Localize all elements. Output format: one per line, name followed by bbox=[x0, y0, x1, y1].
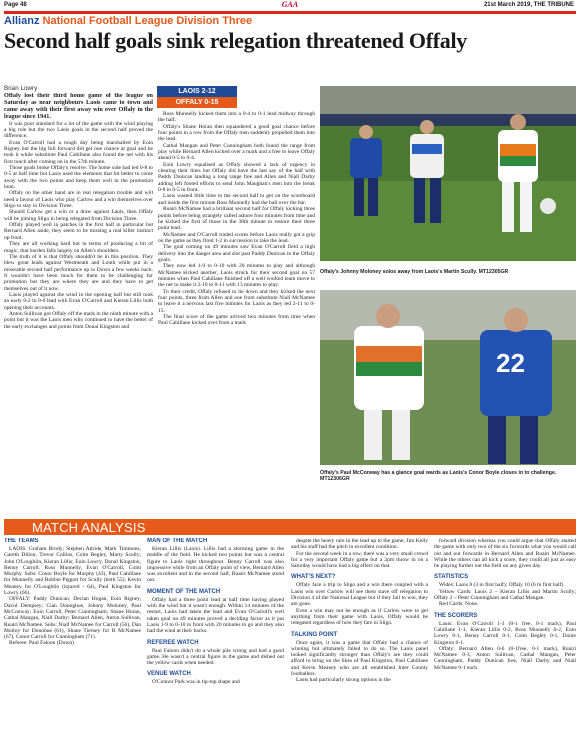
article-paragraph: Offaly's Shane Horan then squandered a good goal chance before four points in a row from the Offaly men suddenly propelled them into the lead. bbox=[158, 123, 315, 143]
analysis-subhead: MAN OF THE MATCH bbox=[147, 538, 208, 544]
byline: Brian Lowry bbox=[4, 85, 38, 92]
article-paragraph: Offaly played well in patches in the first half in particular but Bernard Allen aside, they seem to be missing a real killer instinct up front. bbox=[4, 222, 153, 241]
analysis-column-4 bbox=[434, 538, 576, 734]
article-paragraph: The goal coming on 49 minutes saw Evan O'Carroll field a high delivery into the danger area and slot past Paddy Dunican in the Offaly goals. bbox=[158, 244, 315, 263]
article-paragraph: Should Carlow get a win or a draw against Laois, then Offaly will be joining Sligo in being relegated from Division Three. bbox=[4, 209, 153, 222]
article-paragraph: They now led 1-9 to 0-10 with 20 minutes to play and although McNamee kicked another, Laois struck for their second goal on 57 minutes when Paul Cahillane finished off a well worked team move to the net to make it 2-10 to 0-11 with 13 minutes to play. bbox=[158, 263, 315, 289]
score-laois: LAOIS 2-12 bbox=[157, 86, 237, 97]
kicker-sponsor: Allianz bbox=[4, 15, 40, 27]
analysis-paragraph: Offaly had a three point lead at half time having played with the wind but it wasn't enough. Within 14 minutes of the restart, Laois had taken the lead and Evan O'Carroll's well taken goal on 49 minutes proved a deciding factor as it put Laois 1-9 to 0-10 in front with 20 minutes to go and they also had the wind at their backs. bbox=[147, 596, 284, 635]
analysis-subhead: TALKING POINT bbox=[291, 631, 338, 638]
article-paragraph: It was poor standard for a lot of the game with the wind playing a big role but the two Laois goals in the second half proved the difference. bbox=[4, 120, 153, 140]
analysis-subhead: THE TEAMS bbox=[4, 538, 39, 544]
article-paragraph: Offaly on the other hand are in real relegation trouble and will need a favour of Laois who play Carlow and a win themselves over Sligo to stay in Division Three. bbox=[4, 190, 153, 210]
article-paragraph: The final score of the game arrived two minutes from time when Paul Cahillane kicked over from a mark bbox=[158, 314, 315, 327]
svg-text:22: 22 bbox=[496, 348, 525, 378]
kicker bbox=[4, 15, 252, 27]
article-paragraph: McNamee and O'Carroll traded scores before Laois really got a grip on the game as they fired 1-2 in succession to take the lead. bbox=[158, 231, 315, 244]
analysis-paragraph: Offaly face a trip to Sligo and a win there coupled with a Laois win over Carlow will see them stave off relegation to Division 4 of the National League but if they fail to win, they are gone. bbox=[291, 582, 428, 608]
page-number: Page 48 bbox=[4, 2, 27, 8]
analysis-paragraph: despite the heavy rain in the lead up to the game, Jim Kelly and his staff had the pitch in excellent condition. bbox=[291, 538, 428, 551]
article-paragraph: To their credit, Offaly refused to lie down and they kicked the next four points, three from Allen and one from substitute Niall McNamee to leave it a nervous last five minutes for Laois as they led 2-11 to 0-15. bbox=[158, 288, 315, 314]
analysis-column-1 bbox=[4, 538, 141, 734]
analysis-column-3 bbox=[291, 538, 428, 734]
article-column-2 bbox=[158, 111, 315, 516]
analysis-paragraph: Laois had particularly strong options in the bbox=[296, 677, 391, 684]
match-analysis-bar bbox=[4, 519, 576, 535]
article-paragraph: Evan O'Carroll had a tough day being marshalled by Eoin Rigney but the big full forward did get one chance at goal and he took it while substitute Paul Cahillane also found the net with his first touch after coming on in the 57th minute. bbox=[4, 139, 153, 165]
score-box bbox=[157, 86, 237, 108]
article-paragraph: Offaly lost their third home game of the league on Saturday as near neighbours Laois came to town and came away with their first away win over Offaly in the league since 1941. bbox=[4, 93, 153, 120]
analysis-paragraph: Once again, it was a game that Offaly had a chance of winning but ultimately failed to do so. The Laois panel looked significantly stronger than Offaly's are they could afford to bring on the likes of Paul Kingston, Paul Cahillane and Kevin Meaney who are all established Inter County footballers. bbox=[291, 639, 428, 678]
header-rule bbox=[4, 11, 576, 14]
analysis-paragraph: Even a win may not be enough as if Carlow were to get anything from their game with Laois, Offaly would be relegated regardless of how they fare in Sligo. bbox=[291, 607, 428, 627]
score-offaly: OFFALY 0-15 bbox=[157, 97, 237, 108]
analysis-paragraph: For the second week in a row, there was a very small crowd for a very important Offaly game but a 2pm throw in on a Saturday would have had a big effect on that. bbox=[291, 550, 428, 570]
headline: Second half goals sink relegation threatened Offaly bbox=[4, 28, 468, 53]
analysis-paragraph: Yellow Cards: Laois 2 – Kieran Lillis and Martin Scully; Offaly 2 – Peter Cunningham and Cathal Mangan. bbox=[434, 588, 576, 602]
article-paragraph: The truth of it is that Offaly shouldn't be in this position. They blew great leads against Westmeath and Louth while put in a miserable second half performance up in Down a few weeks back. It wouldn't have been much for them to be challenging for promotion but they are where they are and they have to get themselves out of it now. bbox=[4, 253, 153, 292]
analysis-subhead: WHAT'S NEXT? bbox=[291, 574, 336, 581]
analysis-paragraph: Laois: Evan O'Carroll 1-3 (0-1 free, 0-1 mark), Paul Cahillane 1-1, Kieran Lillis 0-2, Ross Munnelly 0-2, Eoin Lowry 0-1, Benny Carroll 0-1, Colm Begley 0-1, Donie Kingston 0-1. bbox=[434, 620, 576, 646]
article-paragraph: Ross Munnelly kicked them into a 0-4 to 0-1 lead midway through the half. bbox=[158, 111, 315, 124]
photo-2 bbox=[320, 290, 576, 465]
analysis-paragraph: OFFALY: Paddy Dunican; Declan Hogan, Eoin Rigney, David Dempsey; Cian Donoghue, Johnny Moloney, Paul McConway; Eoin Carroll, Peter Cunningham; Shane Horan, Cathal Mangan, Niall Darby; Bernard Allen, Anton Sullivan, Ruairi McNamee. Subs: Niall McNamee for Carroll (56), Dan Molloy for Donohue (61), Shane Tierney for R McNamee (67), Conor Carroll for Cunningham (71). bbox=[4, 596, 141, 641]
article-paragraph: Cathal Mangan and Peter Cunningham both found the range from play while Bernard Allen kicked over a mark and a free to leave Offaly ahead 0-5 to 0-4. bbox=[158, 142, 315, 162]
kicker-competition: National Football League Division Three bbox=[42, 15, 253, 27]
article-paragraph: Laois wasted little time in the second half to get on the scoreboard and inside the first minute Ross Munnelly had the ball over the bar. bbox=[158, 193, 315, 206]
photo-1-caption: Offaly's Johnny Moloney solos away from Laois's Martin Scully. MT12305GR bbox=[320, 269, 509, 275]
issue-date: 21st March 2019, THE TRIBUNE bbox=[483, 2, 574, 8]
analysis-paragraph: Referee: Paul Faloon (Down) bbox=[9, 640, 74, 647]
match-analysis-title: MATCH ANALYSIS bbox=[32, 520, 146, 535]
analysis-paragraph: Paul Faloon didn't do a whole pile wrong and had a good game. He wasn't a central figure in the game and dished out the yellow cards when needed. bbox=[147, 647, 284, 667]
article-paragraph: Eoin Lowry equalised as Offaly showed a lack of urgency in clearing their lines but Offaly did have the last say of the half with Paddy Dunican landing a long range free and Allen and Niall Darby adding left footed efforts to send John Maughan's men into the break 0-8 to 0-5 in front. bbox=[158, 161, 315, 194]
analysis-subhead: THE SCORERS bbox=[434, 612, 478, 619]
section-label: GAA bbox=[281, 0, 299, 9]
article-paragraph: Ruairi McNamee had a brilliant second half for Offaly kicking three points before being strangely called ashore four minutes from time and he kicked the first of those in the 38th minute to restore their three point lead. bbox=[158, 206, 315, 232]
analysis-paragraph: forward division whereas you could argue that Offaly started the game with only two of the six forwards what you would call out and out forwards in Bernard Allen and Ruairi McNamee. While the others can all kick a score, they could all just as easy be playing further out the field on any given day. bbox=[434, 538, 576, 570]
analysis-paragraph: Red Cards: None. bbox=[439, 601, 479, 608]
article-paragraph: They are all working hard but in terms of producing a bit of magic, that burden falls largely on Allen's shoulders. bbox=[4, 241, 153, 254]
analysis-subhead: REFEREE WATCH bbox=[147, 639, 199, 646]
article-column-1 bbox=[4, 93, 153, 516]
analysis-subhead: MOMENT OF THE MATCH bbox=[147, 588, 221, 595]
article-paragraph: Those goals broke Offaly's resolve. The home side had led 0-8 to 0-5 at half time but Laois used the elements that bit better to come away with the two points and keep them well in the promotion hunt. bbox=[4, 165, 153, 191]
photo-moloney bbox=[320, 86, 576, 261]
photo-1 bbox=[320, 86, 576, 261]
analysis-subhead: STATISTICS bbox=[434, 574, 469, 581]
analysis-column-2 bbox=[147, 538, 284, 734]
analysis-paragraph: Kieran Lillis (Laois). Lillis had a storming game in the middle of the field. He kicked two points but was a central figure to Laois right throughout. Benny Carroll was also impressive while from an Offaly point of view, Bernard Allen was excellent and in the second half, Ruairi McNamee stood out. bbox=[147, 546, 284, 584]
article-paragraph: Anton Sullivan got Offaly off the mark in the ninth minute with a point but it was the Laois men who continued to have the better of the early exchanges and points from Donal Kingston and bbox=[4, 310, 153, 330]
photo-2-caption: Offaly's Paul McConway has a glance goal wards as Laois's Conor Boyle closes in to challenge. MT12306GR bbox=[320, 470, 557, 483]
analysis-paragraph: Offaly: Bernard Allen 0-6 (0-1free, 0-1 mark), Ruairi McNamee 0-3, Anton Sullivan, Cathal Mangan, Peter Cunningham, Paddy Dunican free, Niall Darby and Niall McNamee 0-1 each. bbox=[434, 645, 576, 671]
page-header bbox=[0, 0, 580, 10]
article-paragraph: Laois played against the wind in the opening half but still took an early 0-2 to 0-0 lead with Evan O'Carroll and Kieran Lillis both opening their accounts. bbox=[4, 291, 153, 311]
photo-mcconway bbox=[320, 290, 576, 465]
analysis-paragraph: O'Connor Park was in tip-top shape and bbox=[152, 679, 240, 686]
analysis-subhead: VENUE WATCH bbox=[147, 671, 191, 678]
analysis-paragraph: LAOIS: Graham Brody; Stephen Attride, Mark Timmons, Gareth Dillon; Trevor Collins, Colm Begley, Marty Scully; John O'Loughlin, Kieran Lillis; Eoin Lowry, Donal Kingston, Benny Carroll; Ross Munnelly, Evan O'Carroll, Colm Murphy. Subs: Conor Boyle for Murphy (43), Paul Cahillane for Munnelly and Robbie Piggott for Scully (both 55), Kevin Meaney for O'Loughlin (injured - 64), Paul Kingston for Lowry (66). bbox=[4, 546, 141, 597]
analysis-paragraph: Wides: Laois 8 (3 in first half); Offaly 10 (6 in first half) bbox=[439, 582, 564, 589]
